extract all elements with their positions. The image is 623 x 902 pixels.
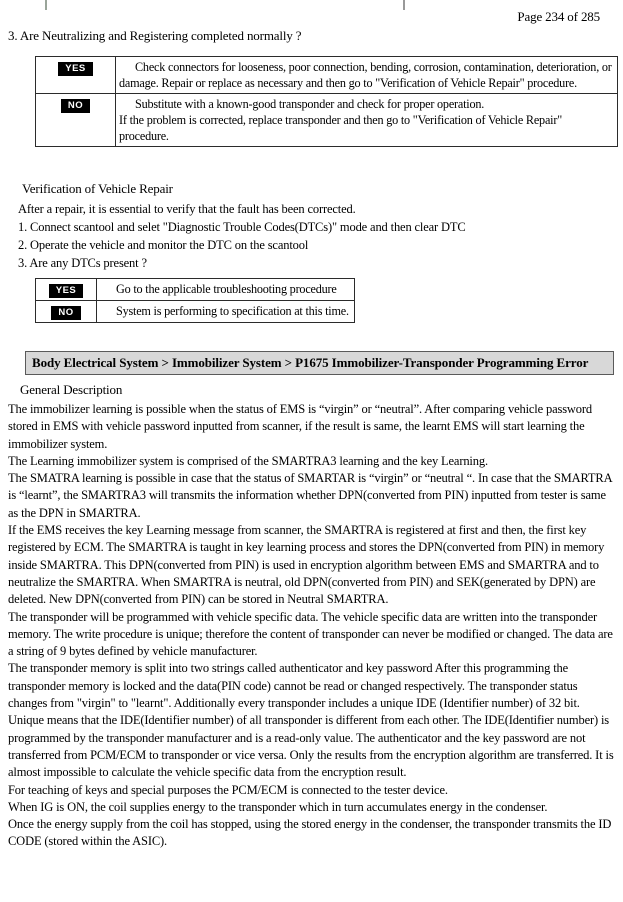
instruction-text: If the problem is corrected, replace transponder and then go to "Verification of Vehicle Repair" procedure. xyxy=(119,113,562,143)
yes-badge: YES xyxy=(58,62,93,76)
decision-row xyxy=(36,279,355,301)
instruction-cell xyxy=(97,301,355,323)
verification-intro: After a repair, it is essential to verify that the fault has been corrected. xyxy=(18,202,356,216)
no-badge: NO xyxy=(51,306,80,320)
page-edge-tick-right xyxy=(403,0,405,10)
description-paragraph: If the EMS receives the key Learning message from scanner, the SMARTRA is registered at first and then, the first key registered by ECM. The SMARTRA is taught in key learning process and stores the DPN(converted from PIN) in memory inside SMARTRA. This DPN(converted from PIN) is used in encryption algorithm between EMS and SMARTRA and to neutralize the SMARTRA. When SMARTRA is neutral, old DPN(converted from PIN) and SEK(generated by DPN) are deleted. New DPN(converted from PIN) can be stored in Neutral SMARTRA. xyxy=(8,523,605,607)
general-description-body xyxy=(8,401,617,851)
description-paragraph: Once the energy supply from the coil has stopped, using the stored energy in the condenser, the transponder transmits the ID CODE (stored within the ASIC). xyxy=(8,817,612,849)
verification-steps xyxy=(0,218,623,272)
instruction-text: Check connectors for looseness, poor connection, bending, corrosion, contamination, deterioration, or damage. Repair or replace as necessary and then go to "Verification of Vehicle Repair" procedure. xyxy=(119,60,612,90)
instruction-text: System is performing to specification at this time. xyxy=(116,304,349,318)
description-paragraph: The transponder will be programmed with vehicle specific data. The vehicle specific data are written into the transponder memory. The write procedure is unique; therefore the content of transponder can never be modified or changed. The data are a string of 9 bytes defined by vehicle manufacturer. xyxy=(8,609,613,659)
description-paragraph: The immobilizer learning is possible when the status of EMS is “virgin” or “neutral”. After comparing vehicle password stored in EMS with vehicle password inputted from scanner, if the result is same, the learnt EMS will start learning the immobilizer system. xyxy=(8,402,593,451)
decision-row xyxy=(36,94,618,147)
decision-table-dtcs xyxy=(35,278,355,323)
decision-row xyxy=(36,301,355,323)
question-3: 3. Are Neutralizing and Registering completed normally ? xyxy=(8,28,302,43)
description-paragraph: The SMATRA learning is possible in case that the status of SMARTAR is “virgin” or “neutral “. In case that the SMARTRA is “learnt”, the SMARTRA3 will transmits the information whether DPN(converted from PIN) inputted from tester is same as the DPN in SMARTRA. xyxy=(8,471,612,520)
yes-badge: YES xyxy=(49,284,84,298)
breadcrumb: Body Electrical System > Immobilizer System > P1675 Immobilizer-Transponder Programming Error xyxy=(25,351,614,375)
instruction-cell xyxy=(116,94,618,147)
instruction-text: Substitute with a known-good transponder and check for proper operation. xyxy=(135,97,485,111)
verification-step: 1. Connect scantool and selet "Diagnostic Trouble Codes(DTCs)" mode and then clear DTC xyxy=(18,220,466,234)
verification-step: 3. Are any DTCs present ? xyxy=(18,256,147,270)
instruction-cell xyxy=(116,57,618,94)
answer-cell xyxy=(36,279,97,301)
description-paragraph: For teaching of keys and special purposes the PCM/ECM is connected to the tester device. xyxy=(8,782,448,797)
answer-cell xyxy=(36,57,116,94)
description-paragraph: The transponder memory is split into two strings called authenticator and key password After this programming the transponder memory is locked and the data(PIN code) cannot be read or changed respectively. The transponder status changes from "virgin" to "learnt". Additionally every transponder includes a unique IDE (Identifier number) of 32 bit. Unique means that the IDE(Identifier number) of all transponder is different from each other. The IDE(Identifier number) is programmed by the transponder manufacturer and is a read-only value. The authenticator and the key password are not transferred from PCM/ECM to transponder or vice versa. Only the results from the encryption algorithm are transferred. It is almost impossible to calculate the vehicle specific data from the encryption result. xyxy=(8,661,614,780)
description-paragraph: When IG is ON, the coil supplies energy to the transponder which in turn accumulates energy in the condenser. xyxy=(8,799,548,814)
answer-cell xyxy=(36,94,116,147)
verification-step: 2. Operate the vehicle and monitor the DTC on the scantool xyxy=(18,238,309,252)
description-paragraph: The Learning immobilizer system is comprised of the SMARTRA3 learning and the key Learning. xyxy=(8,453,488,468)
instruction-cell xyxy=(97,279,355,301)
page-edge-tick-left xyxy=(45,0,47,10)
answer-cell xyxy=(36,301,97,323)
instruction-text: Go to the applicable troubleshooting procedure xyxy=(116,282,337,296)
page-number: Page 234 of 285 xyxy=(517,9,600,24)
general-description-heading: General Description xyxy=(20,382,123,397)
decision-table-neutralizing xyxy=(35,56,618,147)
no-badge: NO xyxy=(61,99,90,113)
verification-heading: Verification of Vehicle Repair xyxy=(22,181,173,196)
decision-row xyxy=(36,57,618,94)
